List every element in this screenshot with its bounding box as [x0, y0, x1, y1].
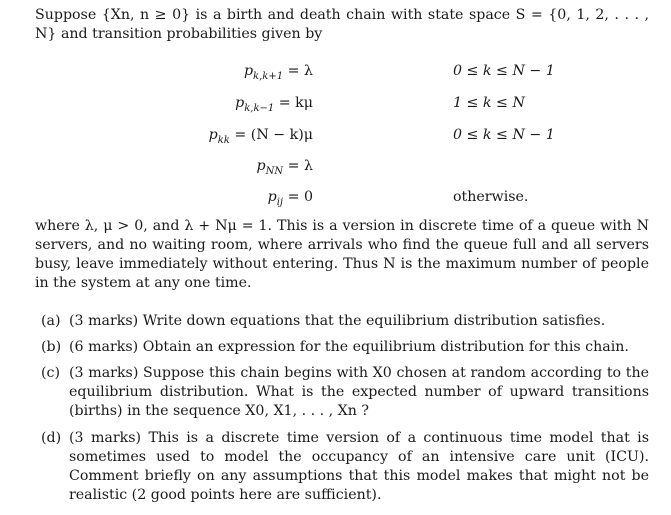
equation-subscript: ij	[276, 196, 284, 208]
equation-subscript: NN	[265, 165, 284, 177]
equation-row	[0, 126, 671, 146]
equation-subscript: k,k−1	[244, 102, 275, 114]
equation-rhs: = λ	[287, 158, 313, 174]
equation-rhs: = λ	[287, 63, 313, 79]
question-part-d	[41, 429, 649, 505]
question-part-c	[41, 364, 649, 421]
equation-lhs: p	[267, 189, 277, 205]
intro-paragraph: Suppose {Xn, n ≥ 0} is a birth and death chain with state space S = {0, 1, 2, . . . , N} and transition probabilities given by	[35, 7, 649, 42]
part-label: (b)	[41, 339, 62, 355]
equation	[0, 94, 313, 118]
equation-condition: otherwise.	[453, 189, 529, 205]
equation-lhs: p	[235, 95, 245, 111]
equation	[0, 62, 313, 86]
equation-row	[0, 188, 671, 208]
equation-rhs: = (N − k)μ	[234, 127, 313, 143]
question-part-a	[41, 312, 649, 331]
equation-condition: 0 ≤ k ≤ N − 1	[453, 127, 555, 143]
equation-row	[0, 94, 671, 114]
equation-condition: 0 ≤ k ≤ N − 1	[453, 63, 555, 79]
equation-lhs: p	[243, 63, 254, 79]
part-text: (3 marks) This is a discrete time version of a continuous time model that is sometimes used to model the occupancy of an intensive care unit (ICU). Comment briefly on any assumptions that this model makes that might not be realistic (2 good points here are sufficient).	[69, 430, 649, 503]
part-text: (6 marks) Obtain an expression for the equilibrium distribution for this chain.	[69, 339, 629, 355]
equation-condition: 1 ≤ k ≤ N	[453, 95, 525, 111]
equation	[0, 126, 313, 150]
part-text: (3 marks) Write down equations that the equilibrium distribution satisfies.	[69, 313, 606, 329]
equation-rhs: = kμ	[278, 95, 313, 111]
description-paragraph: where λ, μ > 0, and λ + Nμ = 1. This is a version in discrete time of a queue with N servers, and no waiting room, where arrivals who find the queue full and all servers busy, leave immediately without entering. Thus N is the maximum number of people in the system at any one time.	[35, 218, 649, 291]
equation-subscript: k,k+1	[253, 70, 284, 82]
part-label: (d)	[41, 430, 62, 446]
equation	[0, 188, 313, 212]
equation	[0, 157, 313, 181]
equation-subscript: kk	[217, 134, 230, 146]
equation-row	[0, 62, 671, 82]
equation-lhs: p	[256, 158, 266, 174]
part-text: (3 marks) Suppose this chain begins with X0 chosen at random according to the equilibrium distribution. What is the expected number of upward transitions (births) in the sequence X0, X1, . . . , Xn ?	[69, 365, 649, 419]
question-part-b	[41, 338, 649, 357]
part-label: (a)	[41, 313, 61, 329]
part-label: (c)	[41, 365, 61, 381]
equation-rhs: = 0	[287, 189, 313, 205]
equation-lhs: p	[208, 127, 218, 143]
equation-row	[0, 157, 671, 177]
